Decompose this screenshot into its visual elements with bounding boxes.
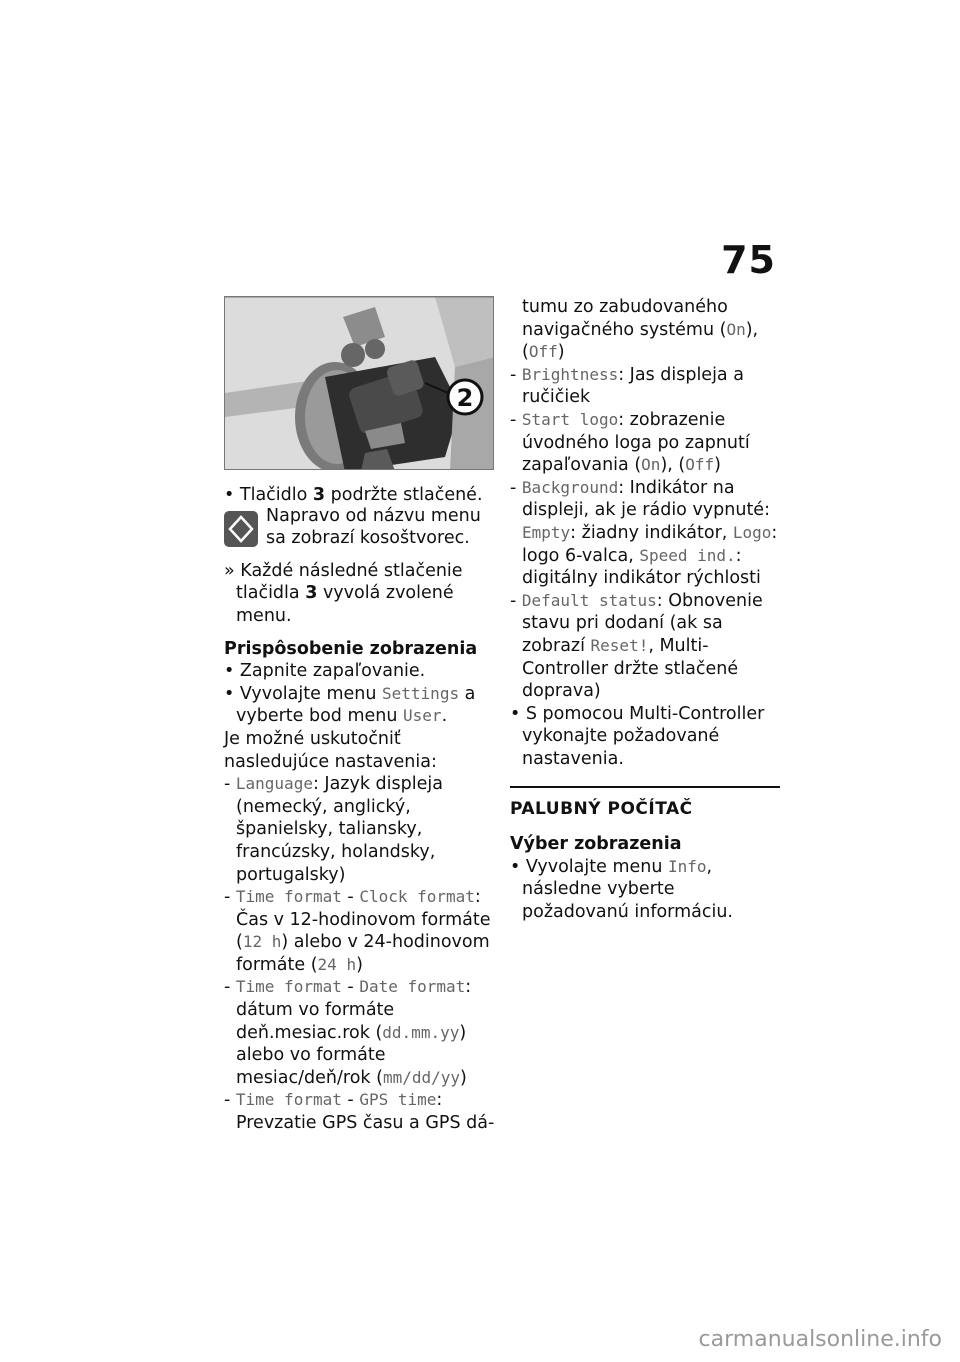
- heading-select-display: Výber zobrazenia: [510, 834, 682, 855]
- step-ignition: • Zapnite zapaľovanie.: [224, 661, 426, 682]
- setting-background: - Background: Indikátor na displeji, ak je rádio vypnuté: Empty: žiadny indikátor, Logo: logo 6-valca, Speed ind.: digitálny indikátor rýchlosti: [510, 477, 778, 589]
- right-column: [510, 296, 780, 923]
- section-divider: [510, 786, 780, 788]
- handlebar-switch-figure: [224, 296, 494, 470]
- note-text: Napravo od názvu menu sa zobrazí kosoštvorec.: [266, 505, 481, 549]
- diamond-note: [224, 505, 498, 550]
- setting-language: - Language: Jazyk displeja (nemecký, anglický, španielsky, taliansky, francúzsky, holandsky, portugalsky): [224, 774, 443, 885]
- heading-customize-display: Prispôsobenie zobrazenia: [224, 638, 478, 659]
- setting-brightness: - Brightness: Jas displeja a ručičiek: [510, 364, 744, 408]
- setting-default-status: - Default status: Obnovenie stavu pri dodaní (ak sa zobrazí Reset!, Multi-Controller držte stlačené doprava): [510, 590, 763, 702]
- step-settings-user: • Vyvolajte menu Settings a vyberte bod menu User.: [224, 683, 476, 727]
- diamond-icon: [224, 511, 258, 547]
- handlebar-switch-illustration: [225, 297, 494, 470]
- gps-time-continuation: tumu zo zabudovaného navigačného systému (On), (Off): [522, 297, 759, 363]
- setting-date-format: - Time format - Date format: dátum vo formáte deň.mesiac.rok (dd.mm.yy) alebo vo formáte mesiac/deň/rok (mm/dd/yy): [224, 977, 472, 1088]
- left-column: [224, 296, 498, 1135]
- setting-gps-time: - Time format - GPS time: Prevzatie GPS času a GPS dá-: [224, 1090, 495, 1134]
- step-press-button: • Tlačidlo 3 podržte stlačené.: [224, 485, 483, 505]
- page-number: 75: [721, 238, 776, 282]
- section-title: PALUBNÝ POČÍTAČ: [510, 799, 693, 820]
- settings-intro: Je možné uskutočniť nasledujúce nastavenia:: [224, 728, 437, 772]
- setting-clock-format: - Time format - Clock format: Čas v 12-hodinovom formáte (12 h) alebo v 24-hodinovom formáte (24 h): [224, 887, 491, 975]
- result-line: » Každé následné stlačenie tlačidla 3 vyvolá zvolené menu.: [224, 560, 463, 626]
- footer-watermark: carmanualsonline.info: [698, 1327, 942, 1352]
- setting-start-logo: - Start logo: zobrazenie úvodného loga po zapnutí zapaľovania (On), (Off): [510, 409, 750, 476]
- step-info-menu: • Vyvolajte menu Info, následne vyberte požadovanú informáciu.: [510, 856, 733, 922]
- figure-callout-2: 2: [456, 384, 474, 412]
- step-multi-controller: • S pomocou Multi-Controller vykonajte požadované nastavenia.: [510, 703, 765, 769]
